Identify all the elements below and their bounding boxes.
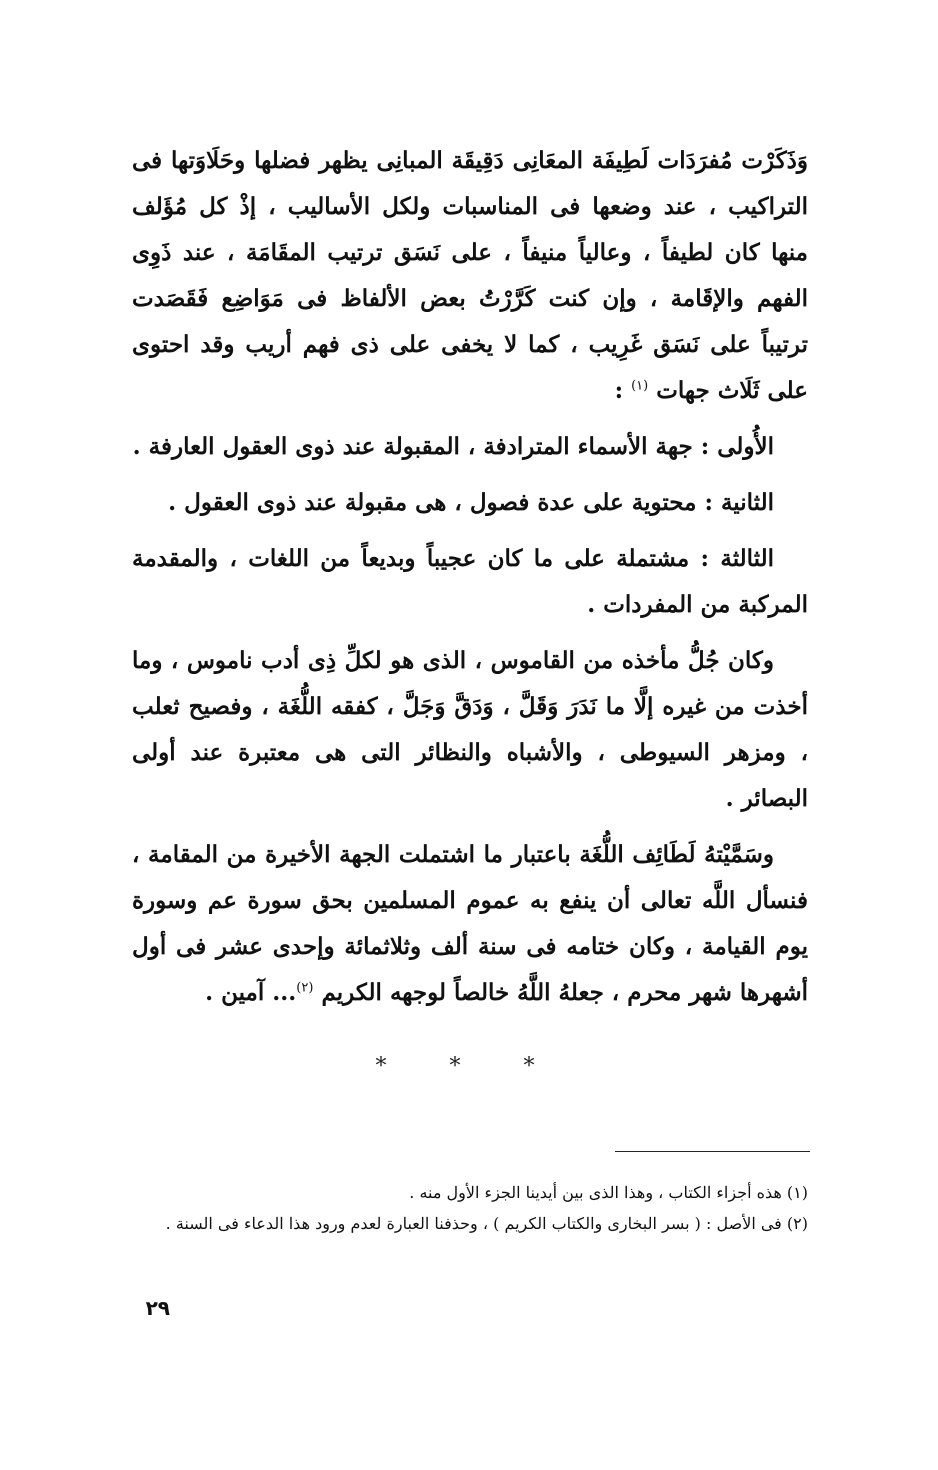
footnote-ref-1: (١) [631,378,649,394]
main-text [132,138,808,1026]
paragraph-intro-end: : [614,377,632,404]
paragraph-closing-end: ... آمين . [205,979,297,1006]
paragraph-intro-text: وَذَكَرْت مُفرَدَات لَطِيفَة المعَانِى دَقِيقَة المبانِى يظهر فضلها وحَلَاوَتها فى التراكيب ، عند وضعها فى المناسبات ولكل الأساليب ، إذْ كل مُؤَلف منها كان لطيفاً ، وعالياً منيفاً ، على نَسَق ترتيب المقَامَة ، عند ذَوِى الفهم والإقَامة ، وإن كنت كَرَّرْتُ بعض الألفاظ فى مَوَاضِع فَقَصَدت ترتيباً على نَسَق غَرِيب ، كما لا يخفى على ذى فهم أريب وقد احتوى على ثَلَاث جهات [132,147,808,404]
paragraph-intro [132,138,808,414]
paragraph-closing [132,832,808,1016]
paragraph-first-section: الأُولى : جهة الأسماء المترادفة ، المقبولة عند ذوى العقول العارفة . [132,433,774,460]
paragraph-closing-text: وسَمَّيْتهُ لَطَائِف اللُّغَة باعتبار ما اشتملت الجهة الأخيرة من المقامة ، فنسأل اللَّه تعالى أن ينفع به عموم المسلمين بحق سورة عم وسورة يوم القيامة ، وكان ختامه فى سنة ألف وثلاثمائة وإحدى عشر فى أول أشهرها شهر محرم ، جعلهُ اللَّهُ خالصاً لوجهه الكريم [132,841,808,1006]
page-number: ٢٩ [145,1296,170,1320]
footnotes [132,1178,808,1240]
paragraph-third-section: الثالثة : مشتملة على ما كان عجيباً وبديعاً من اللغات ، والمقدمة المركبة من المفردات . [132,545,808,618]
footnote-1: (١) هذه أجزاء الكتاب ، وهذا الذى بين أيدينا الجزء الأول منه . [409,1183,808,1202]
paragraph-second-section: الثانية : محتوية على عدة فصول ، هى مقبولة عند ذوى العقول . [168,489,774,516]
paragraph-sources: وكان جُلُّ مأخذه من القاموس ، الذى هو لكلِّ ذِى أدب ناموس ، وما أخذت من غيره إلَّا ما نَدَرَ وَقَلَّ ، وَدَقَّ وَجَلَّ ، كفقه اللُّغَة ، وفصيح ثعلب ، ومزهر السيوطى ، والأشباه والنظائر التى هى معتبرة عند أولى البصائر . [132,647,808,812]
footnote-2: (٢) فى الأصل : ( بسر البخارى والكتاب الكريم ) ، وحذفنا العبارة لعدم ورود هذا الدعاء فى السنة . [165,1214,808,1233]
footnote-ref-2: (٢) [296,980,314,996]
footnote-divider [615,1151,810,1152]
section-separator-asterisks: * * * [375,1054,563,1079]
